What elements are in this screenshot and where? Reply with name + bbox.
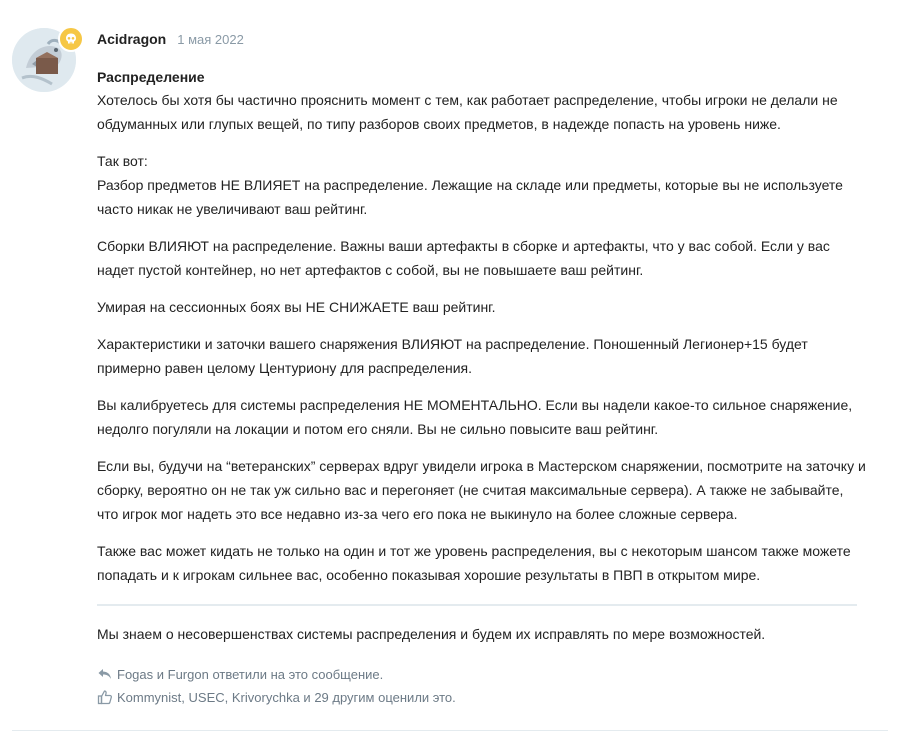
paragraph: Умирая на сессионных боях вы НЕ СНИЖАЕТЕ ваш рейтинг. <box>97 299 496 315</box>
like-separator: , <box>181 689 189 705</box>
reply-arrow-icon <box>97 666 113 682</box>
like-separator: и <box>299 689 315 705</box>
content-divider <box>97 604 857 606</box>
post-date[interactable]: 1 мая 2022 <box>177 32 244 47</box>
reply-suffix: ответили на это сообщение. <box>208 666 384 682</box>
paragraph: Вы калибруетесь для системы распределения НЕ МОМЕНТАЛЬНО. Если вы надели какое-то сильное снаряжение, недолго погуляли на локации и потом его сняли. Вы не сильно повысите ваш рейтинг. <box>97 397 853 437</box>
reply-user-link[interactable]: Furgon <box>167 666 209 682</box>
paragraph: Также вас может кидать не только на один и тот же уровень распределения, вы с некоторым шансом также можете попадать и к игрокам сильнее вас, особенно показывая хорошие результаты в ПВП в открытом мире. <box>97 543 851 583</box>
post-title: Распределение <box>97 69 205 85</box>
like-others-link[interactable]: 29 другим <box>314 689 375 705</box>
paragraph: Хотелось бы хотя бы частично прояснить момент с тем, как работает распределение, чтобы игроки не делали не обдуманных или глупых вещей, по типу разборов своих предметов, в надежде попасть на уровень ниже. <box>97 92 838 132</box>
like-user-link[interactable]: USEC <box>188 689 225 705</box>
post-header <box>97 31 244 47</box>
paragraph: Так вот: Разбор предметов НЕ ВЛИЯЕТ на распределение. Лежащие на складе или предметы, которые вы не используете часто никак не увеличивают ваш рейтинг. <box>97 153 843 217</box>
like-user-link[interactable]: Kommynist <box>117 689 182 705</box>
author-username[interactable]: Acidragon <box>97 31 167 47</box>
skull-badge-icon <box>58 26 84 52</box>
post-footer-text: Мы знаем о несовершенствах системы распределения и будем их исправлять по мере возможностей. <box>97 626 766 642</box>
like-separator: , <box>224 689 232 705</box>
post-bottom-border <box>12 730 888 731</box>
post-content <box>97 68 867 600</box>
reply-user-link[interactable]: Fogas <box>117 666 154 682</box>
like-user-link[interactable]: Krivorychka <box>231 689 300 705</box>
paragraph: Если вы, будучи на “ветеранских” серверах вдруг увидели игрока в Мастерском снаряжении, посмотрите на заточку и сборку, вероятно он не так уж сильно вас и перегоняет (не считая максимальные сервера). А также не забывайте, что игрок мог надеть это все недавно из-за чего его пока не выкинуло на более сложные сервера. <box>97 458 866 522</box>
replies-summary <box>97 666 383 682</box>
likes-summary <box>97 689 456 705</box>
like-suffix: оценили это. <box>374 689 456 705</box>
paragraph: Сборки ВЛИЯЮТ на распределение. Важны ваши артефакты в сборке и артефакты, что у вас собой. Если у вас надет пустой контейнер, но нет артефактов с собой, вы не повышаете ваш рейтинг. <box>97 238 830 278</box>
paragraph: Характеристики и заточки вашего снаряжения ВЛИЯЮТ на распределение. Поношенный Легионер+15 будет примерно равен целому Центуриону для распределения. <box>97 336 808 376</box>
reply-separator: и <box>153 666 168 682</box>
thumbs-up-icon <box>97 689 113 705</box>
